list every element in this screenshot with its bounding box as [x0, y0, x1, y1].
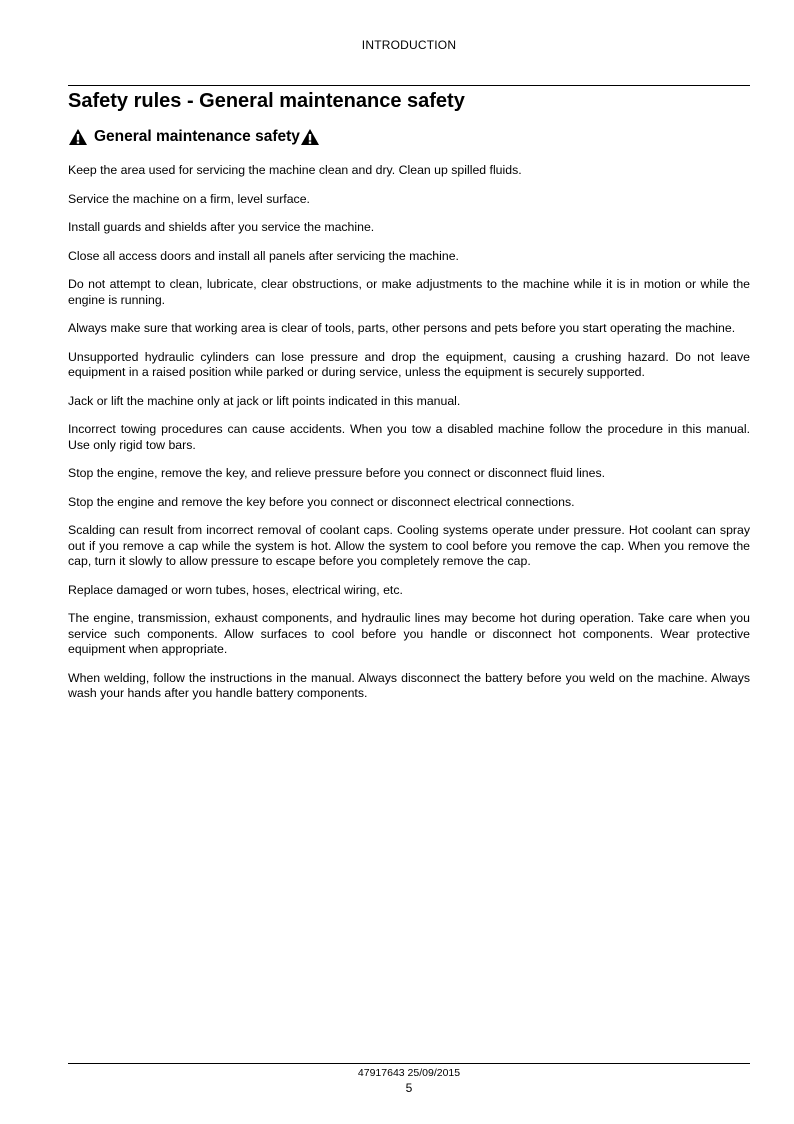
paragraph: Incorrect towing procedures can cause accidents. When you tow a disabled machine follow the procedure in this manual. Use only rigid tow bars.: [68, 422, 750, 452]
paragraph: Do not attempt to clean, lubricate, clear obstructions, or make adjustments to the machine while it is in motion or while the engine is running.: [68, 277, 750, 307]
safety-rules-body: [68, 163, 750, 715]
section-subtitle: [68, 128, 320, 146]
paragraph: The engine, transmission, exhaust components, and hydraulic lines may become hot during operation. Take care when you service such components. Allow surfaces to cool before you handle or disconnect hot components. Wear protective equipment when appropriate.: [68, 611, 750, 656]
paragraph: Jack or lift the machine only at jack or lift points indicated in this manual.: [68, 393, 461, 408]
paragraph: Keep the area used for servicing the machine clean and dry. Clean up spilled fluids.: [68, 163, 522, 177]
paragraph: Replace damaged or worn tubes, hoses, electrical wiring, etc.: [68, 582, 403, 597]
paragraph: Install guards and shields after you service the machine.: [68, 220, 375, 234]
paragraph: Stop the engine and remove the key before you connect or disconnect electrical connections.: [68, 494, 575, 509]
subtitle-text: General maintenance safety: [94, 128, 300, 145]
footer-divider: [68, 1063, 750, 1064]
warning-triangle-icon: [68, 128, 88, 146]
warning-triangle-icon: [300, 128, 320, 146]
paragraph: Close all access doors and install all panels after servicing the machine.: [68, 248, 459, 263]
paragraph: Always make sure that working area is clear of tools, parts, other persons and pets before you start operating the machine.: [68, 321, 736, 335]
paragraph: Scalding can result from incorrect removal of coolant caps. Cooling systems operate under pressure. Hot coolant can spray out if you remove a cap while the system is hot. Allow the system to cool before you remove the cap. When you remove the cap, turn it slowly to allow pressure to escape before you completely remove the cap.: [68, 523, 750, 568]
paragraph: Unsupported hydraulic cylinders can lose pressure and drop the equipment, causing a crushing hazard. Do not leave equipment in a raised position while parked or during service, unless the equipment is securely supported.: [68, 349, 750, 379]
document-reference: 47917643 25/09/2015: [357, 1067, 461, 1079]
header-divider: [68, 85, 750, 86]
page-title: Safety rules - General maintenance safety: [68, 90, 465, 112]
paragraph: Service the machine on a firm, level surface.: [68, 191, 310, 206]
paragraph: Stop the engine, remove the key, and relieve pressure before you connect or disconnect fluid lines.: [68, 466, 606, 480]
paragraph: When welding, follow the instructions in the manual. Always disconnect the battery before you weld on the machine. Always wash your hands after you handle battery components.: [68, 670, 750, 700]
page-number: 5: [405, 1081, 413, 1095]
section-header: INTRODUCTION: [361, 38, 457, 52]
